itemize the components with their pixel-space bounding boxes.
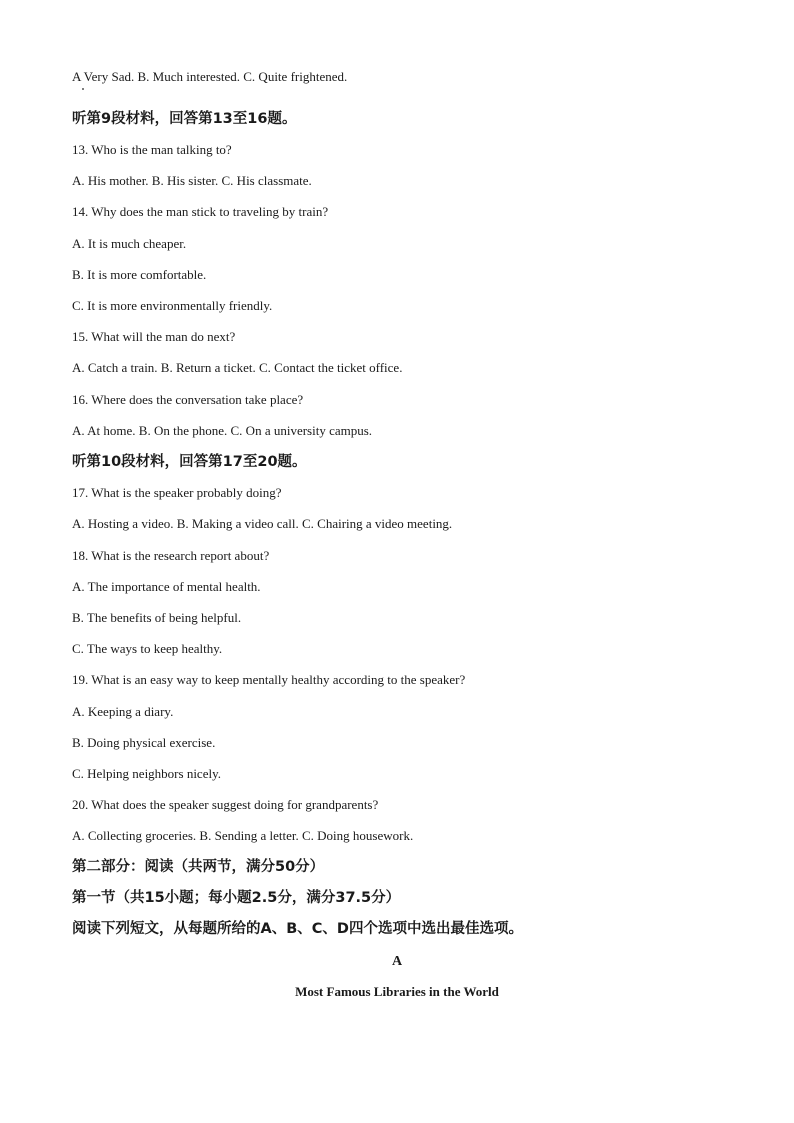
question-18: 18. What is the research report about? [72,548,270,563]
question-14-option-c: C. It is more environmentally friendly. [72,298,273,313]
question-14-option-a: A. It is much cheaper. [72,236,187,251]
question-15-options: A. Catch a train. B. Return a ticket. C. Contact the ticket office. [72,360,403,375]
question-20: 20. What does the speaker suggest doing for grandparents? [72,797,379,812]
question-18-option-c: C. The ways to keep healthy. [72,641,223,656]
section-one-heading: 第一节（共15小题；每小题2.5分，满分37.5分） [72,890,401,906]
question-13: 13. Who is the man talking to? [72,142,232,157]
question-14-option-b: B. It is more comfortable. [72,267,207,282]
question-13-options: A. His mother. B. His sister. C. His classmate. [72,173,312,188]
section-heading-10: 听第10段材料，回答第17至20题。 [72,454,307,470]
question-19-option-a: A. Keeping a diary. [72,704,174,719]
question-18-option-a: A. The importance of mental health. [72,579,261,594]
question-14: 14. Why does the man stick to traveling by train? [72,204,329,219]
question-19-option-b: B. Doing physical exercise. [72,735,216,750]
question-18-option-b: B. The benefits of being helpful. [72,610,242,625]
question-20-options: A. Collecting groceries. B. Sending a letter. C. Doing housework. [72,828,414,843]
part-two-heading: 第二部分：阅读（共两节，满分50分） [72,859,325,875]
question-19-option-c: C. Helping neighbors nicely. [72,766,221,781]
question-16-options: A. At home. B. On the phone. C. On a university campus. [72,423,373,438]
passage-letter: A [391,954,403,969]
question-19: 19. What is an easy way to keep mentally healthy according to the speaker? [72,672,466,687]
question-17: 17. What is the speaker probably doing? [72,485,282,500]
passage-title: Most Famous Libraries in the World [295,984,499,999]
stray-mark [82,88,84,90]
q12-options: A Very Sad. B. Much interested. C. Quite frightened. [72,69,348,84]
question-15: 15. What will the man do next? [72,329,236,344]
question-17-options: A. Hosting a video. B. Making a video call. C. Chairing a video meeting. [72,516,453,531]
section-heading-9: 听第9段材料，回答第13至16题。 [72,111,297,127]
reading-instruction: 阅读下列短文，从每题所给的A、B、C、D四个选项中选出最佳选项。 [72,921,523,937]
question-16: 16. Where does the conversation take place? [72,392,304,407]
